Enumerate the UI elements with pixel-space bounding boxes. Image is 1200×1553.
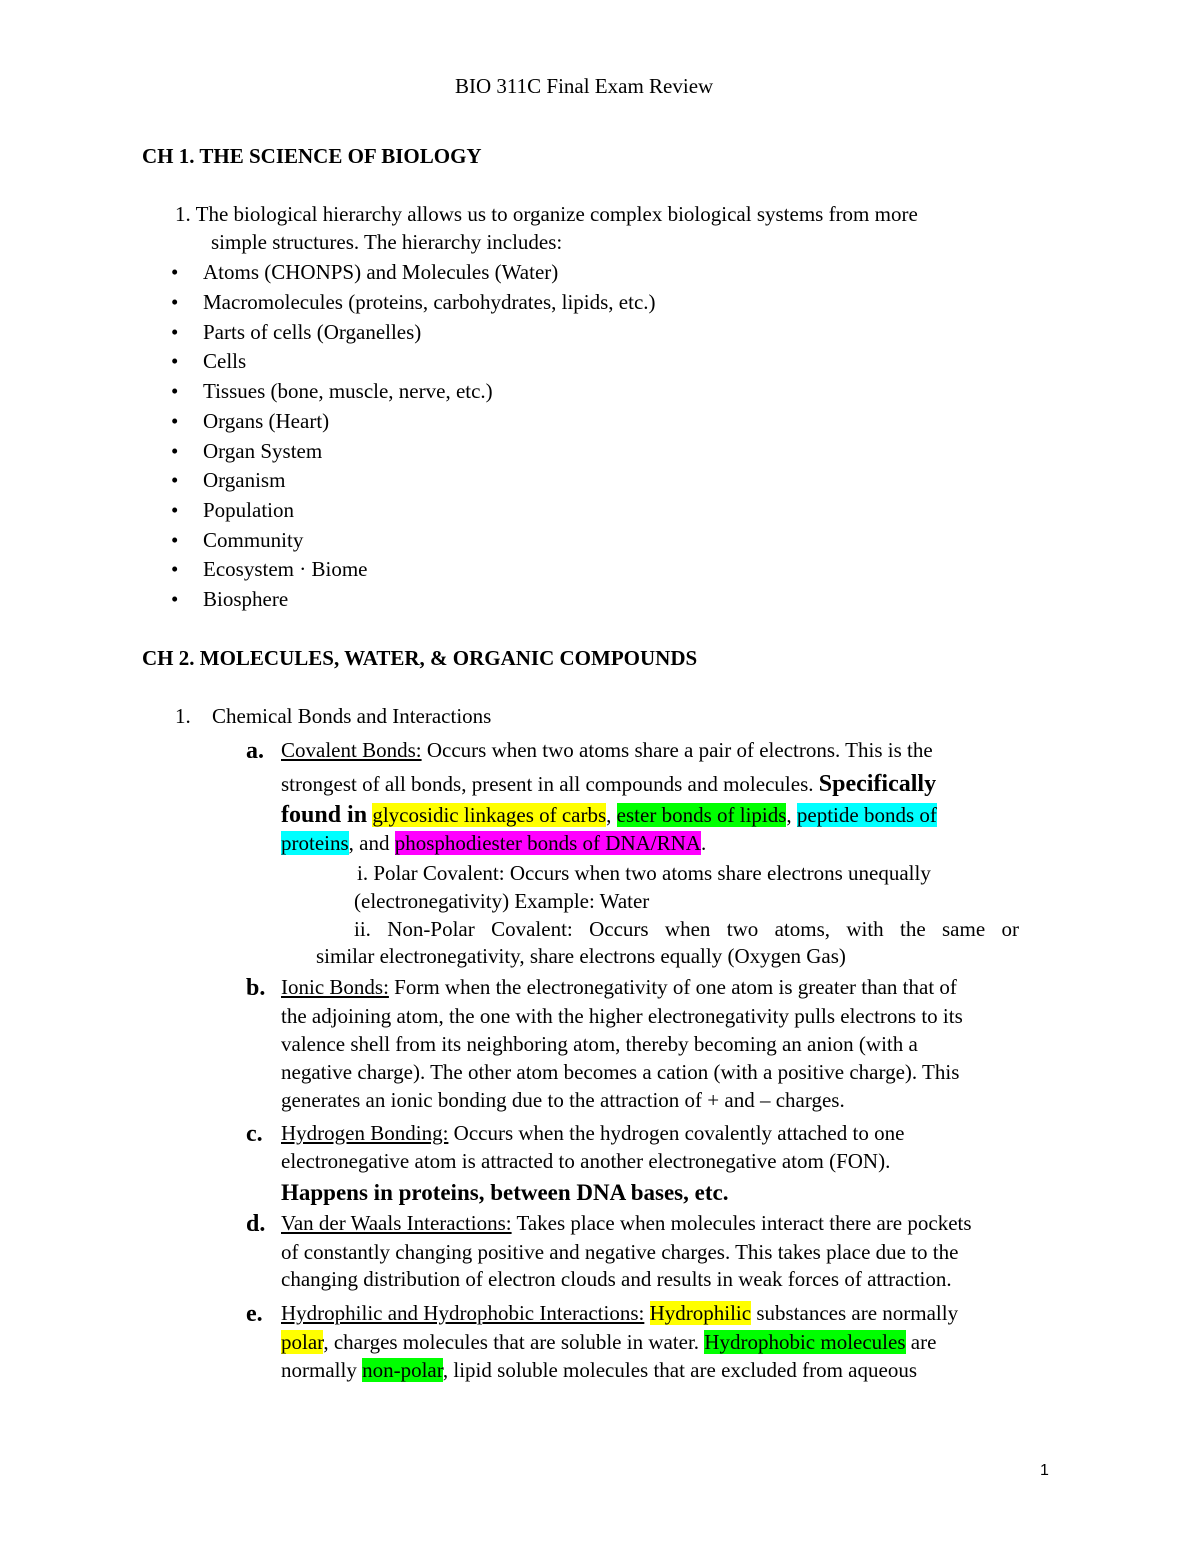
hydro-term: Hydrophilic and Hydrophobic Interactions: [281,1301,645,1325]
bullet-symbol: • [171,468,179,492]
document-title: BIO 311C Final Exam Review [455,74,714,98]
highlight-nonpolar: non-polar [362,1358,443,1382]
bullet-symbol: • [171,528,179,552]
ch2-item1-number: 1. [175,704,191,728]
ionic-line3: valence shell from its neighboring atom, thereby becoming an anion (with a [281,1032,918,1056]
bullet-symbol: • [171,409,179,433]
vdw-line3: changing distribution of electron clouds and results in weak forces of attraction. [281,1267,952,1291]
polar-covalent-line1: i. Polar Covalent: Occurs when two atoms share electrons unequally [357,861,931,885]
bullet-symbol: • [171,439,179,463]
highlight-polar: polar [281,1330,324,1354]
highlight-hydrophilic: Hydrophilic [649,1301,752,1325]
ch1-item1-line2: simple structures. The hierarchy includes: [211,230,563,254]
covalent-line1: Covalent Bonds: Occurs when two atoms share a pair of electrons. This is the [281,738,933,762]
vdw-line2: of constantly changing positive and negative charges. This takes place due to the [281,1240,959,1264]
list-item: Organs (Heart) [203,409,330,433]
ionic-line2: the adjoining atom, the one with the higher electronegativity pulls electrons to its [281,1004,963,1028]
ch2-heading: CH 2. MOLECULES, WATER, & ORGANIC COMPOUNDS [142,646,698,670]
covalent-line3: found in glycosidic linkages of carbs, ester bonds of lipids, peptide bonds of [281,802,937,828]
list-item: Population [203,498,295,522]
marker-e: e. [246,1301,263,1327]
nonpolar-covalent-line1: ii. Non-Polar Covalent: Occurs when two atoms, with the same or [354,917,1019,941]
marker-a: a. [246,738,264,764]
highlight-proteins: proteins [281,831,349,855]
list-item: Organism [203,468,286,492]
list-item: Organ System [203,439,323,463]
hydrogen-line2: electronegative atom is attracted to another electronegative atom (FON). [281,1149,891,1173]
ionic-term: Ionic Bonds: [281,975,389,999]
polar-covalent-line2: (electronegativity) Example: Water [354,889,650,913]
hydrogen-term: Hydrogen Bonding: [281,1121,449,1145]
list-item: Ecosystem · Biome [203,557,368,581]
ch1-item1-line1: 1. The biological hierarchy allows us to organize complex biological systems from more [175,202,918,226]
vdw-term: Van der Waals Interactions: [281,1211,512,1235]
marker-b: b. [246,975,266,1001]
vdw-line1: Van der Waals Interactions: Takes place when molecules interact there are pockets [281,1211,972,1235]
list-item: Community [203,528,304,552]
covalent-line4: proteins, and phosphodiester bonds of DNA/RNA. [281,831,707,855]
hydro-line1: Hydrophilic and Hydrophobic Interactions: Hydrophilic substances are normally [281,1301,959,1325]
hydrogen-line3: Happens in proteins, between DNA bases, etc. [281,1180,729,1205]
covalent-line2: strongest of all bonds, present in all compounds and molecules. Specifically [281,771,937,797]
ch1-heading: CH 1. THE SCIENCE OF BIOLOGY [142,144,482,168]
ionic-line1: Ionic Bonds: Form when the electronegativity of one atom is greater than that of [281,975,957,999]
ionic-line5: generates an ionic bonding due to the attraction of + and – charges. [281,1088,845,1112]
list-item: Biosphere [203,587,289,611]
bullet-symbol: • [171,260,179,284]
highlight-peptide: peptide bonds of [796,803,937,827]
bullet-symbol: • [171,587,179,611]
marker-d: d. [246,1211,266,1237]
highlight-glycosidic: glycosidic linkages of carbs [372,803,607,827]
bullet-symbol: • [171,320,179,344]
ch2-item1-label: Chemical Bonds and Interactions [212,704,492,728]
covalent-term: Covalent Bonds: [281,738,422,762]
hydro-line2: polar, charges molecules that are soluble in water. Hydrophobic molecules are [281,1330,937,1354]
marker-c: c. [246,1121,263,1147]
highlight-hydrophobic: Hydrophobic molecules [704,1330,906,1354]
bullet-symbol: • [171,379,179,403]
list-item: Cells [203,349,247,373]
list-item: Parts of cells (Organelles) [203,320,422,344]
hydrogen-line1: Hydrogen Bonding: Occurs when the hydrogen covalently attached to one [281,1121,905,1145]
ionic-line4: negative charge). The other atom becomes a cation (with a positive charge). This [281,1060,960,1084]
page-number: 1 [1040,1462,1049,1479]
highlight-phosphodiester: phosphodiester bonds of DNA/RNA [394,831,701,855]
bullet-symbol: • [171,498,179,522]
highlight-ester: ester bonds of lipids [616,803,787,827]
nonpolar-covalent-line2: similar electronegativity, share electrons equally (Oxygen Gas) [316,944,846,968]
list-item: Tissues (bone, muscle, nerve, etc.) [203,379,493,403]
bullet-symbol: • [171,349,179,373]
list-item: Atoms (CHONPS) and Molecules (Water) [203,260,559,284]
hydro-line3: normally non-polar, lipid soluble molecules that are excluded from aqueous [281,1358,918,1382]
list-item: Macromolecules (proteins, carbohydrates, lipids, etc.) [203,290,656,314]
bullet-symbol: • [171,290,179,314]
bullet-symbol: • [171,557,179,581]
